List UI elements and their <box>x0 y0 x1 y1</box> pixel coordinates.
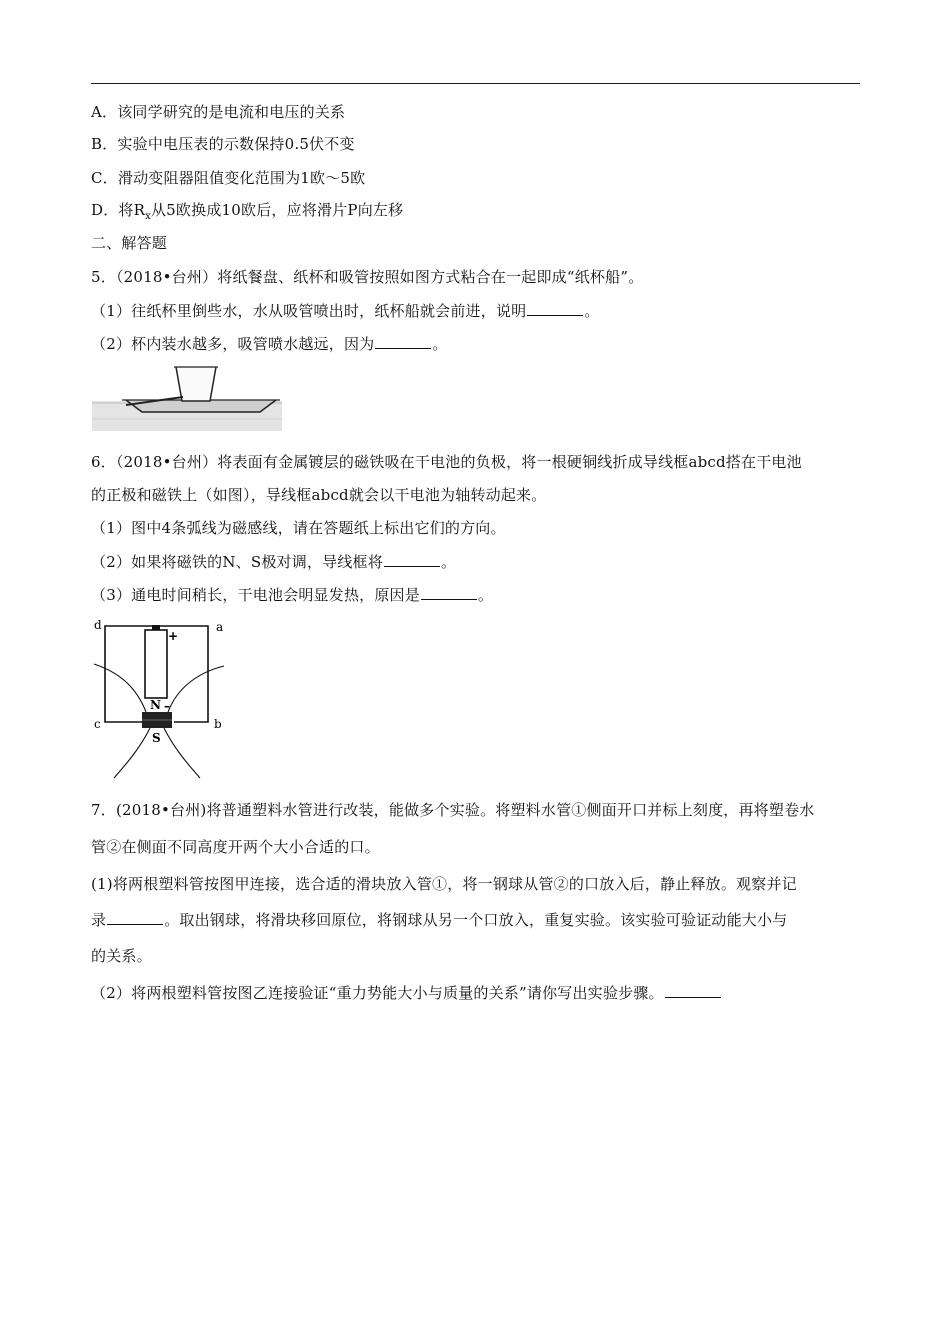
header-rule <box>91 83 860 84</box>
q7-stem-line1: 7．(2018•台州)将普通塑料水管进行改装，能做多个实验。将塑料水管①侧面开口并标上刻度，再将塑卷水 <box>91 801 815 819</box>
q6-part2: （2）如果将磁铁的N、S极对调，导线框将 。 <box>91 553 457 571</box>
answer-blank[interactable] <box>107 910 163 925</box>
battery-magnet-figure <box>90 616 230 780</box>
answer-blank[interactable] <box>527 301 583 316</box>
label-plus: + <box>168 629 179 643</box>
q5-part2: （2）杯内装水越多，吸管喷水越远，因为 。 <box>91 335 448 353</box>
paper-cup-boat-figure <box>92 363 282 431</box>
q7-part1-line1: (1)将两根塑料管按图甲连接，选合适的滑块放入管①，将一钢球从管②的口放入后，静止释放。观察并记 <box>91 875 797 893</box>
q7-part1-line2: 录 。取出钢球，将滑块移回原位，将钢球从另一个口放入，重复实验。该实验可验证动能大小与 <box>91 911 788 929</box>
q5-part1: （1）往纸杯里倒些水，水从吸管喷出时，纸杯船就会前进，说明 。 <box>91 302 600 320</box>
q7-part1-line3: 的关系。 <box>91 947 152 965</box>
option-d: D．将$R_x$从5欧换成10欧后，应将滑片P向左移 <box>91 201 404 222</box>
option-c: C．滑动变阻器阻值变化范围为1欧～5欧 <box>91 169 366 187</box>
q6-part3: （3）通电时间稍长，干电池会明显发热，原因是 。 <box>91 586 494 604</box>
label-n: N <box>150 698 161 712</box>
q7-stem-line2: 管②在侧面不同高度开两个大小合适的口。 <box>91 838 380 856</box>
answer-blank[interactable] <box>665 983 721 998</box>
q7-part2: （2）将两根塑料管按图乙连接验证“重力势能大小与质量的关系”请你写出实验步骤。 <box>91 983 722 1003</box>
option-b: B．实验中电压表的示数保持0.5伏不变 <box>91 135 355 153</box>
label-minus: – <box>164 699 170 713</box>
option-a: A．该同学研究的是电流和电压的关系 <box>91 103 346 121</box>
label-b: b <box>214 717 222 731</box>
answer-blank[interactable] <box>384 552 440 567</box>
answer-blank[interactable] <box>421 585 477 600</box>
q6-stem-line1: 6．（2018•台州）将表面有金属镀层的磁铁吸在干电池的负极，将一根硬铜线折成导线框abcd搭在干电池 <box>91 453 802 471</box>
q5-stem: 5．（2018•台州）将纸餐盘、纸杯和吸管按照如图方式粘合在一起即成“纸杯船”。 <box>91 268 644 286</box>
label-a: a <box>216 620 224 634</box>
section-heading: 二、解答题 <box>91 234 168 252</box>
label-c: c <box>94 717 101 731</box>
answer-blank[interactable] <box>375 334 431 349</box>
label-s: S <box>152 731 161 745</box>
q6-part1: （1）图中4条弧线为磁感线，请在答题纸上标出它们的方向。 <box>91 519 506 537</box>
label-d: d <box>94 618 102 632</box>
q6-stem-line2: 的正极和磁铁上（如图），导线框abcd就会以干电池为轴转动起来。 <box>91 486 547 504</box>
